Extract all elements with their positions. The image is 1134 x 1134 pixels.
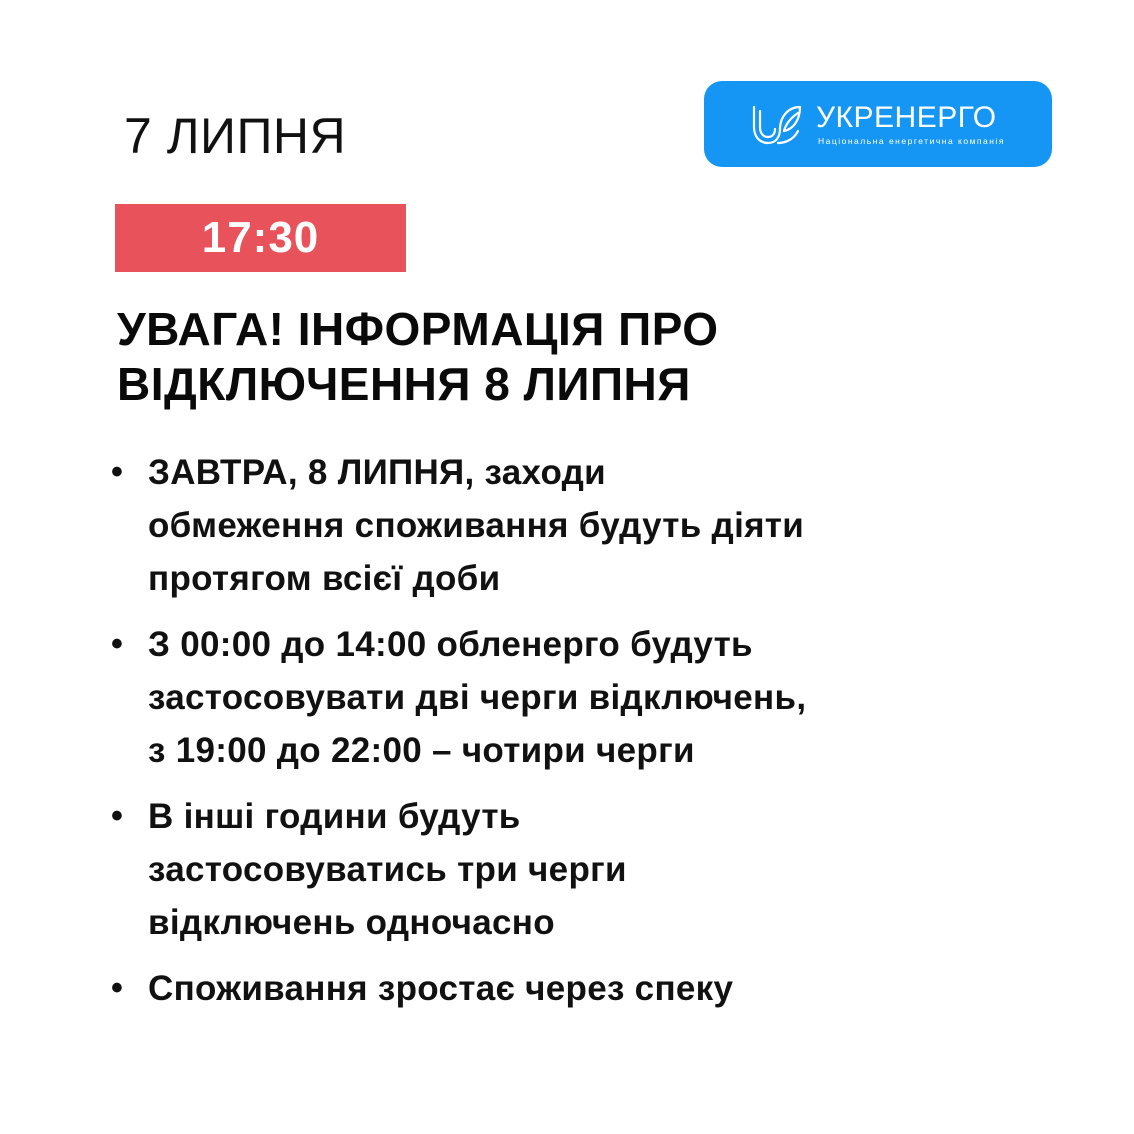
list-item	[105, 446, 1065, 605]
bullet-text-line: обмеження споживання будуть діяти	[148, 506, 805, 545]
bullet-text-line: З 00:00 до 14:00 обленерго будуть	[148, 625, 753, 664]
time-label: 17:30	[201, 213, 320, 262]
ukrenergo-logo	[704, 81, 1052, 167]
bullet-text-line: В інші години будуть	[148, 797, 521, 836]
list-item	[105, 962, 1065, 1015]
headline-line-1: УВАГА! ІНФОРМАЦІЯ ПРО	[117, 303, 719, 355]
headline	[117, 302, 1017, 412]
bullet-marker: •	[111, 797, 123, 835]
bullet-text-line: застосовуватись три черги	[148, 850, 627, 889]
bullet-text-line: з 19:00 до 22:00 – чотири черги	[148, 731, 695, 770]
bullet-marker: •	[111, 453, 123, 491]
bullet-marker: •	[111, 969, 123, 1007]
bullet-text-line: ЗАВТРА, 8 ЛИПНЯ, заходи	[148, 453, 607, 492]
time-badge	[115, 204, 406, 272]
ukrenergo-logo-icon	[748, 101, 806, 147]
bullet-text-line: Споживання зростає через спеку	[148, 969, 734, 1008]
logo-tagline: Національна енергетична компанія	[818, 136, 1005, 146]
headline-line-2: ВІДКЛЮЧЕННЯ 8 ЛИПНЯ	[117, 358, 691, 410]
bullet-list	[105, 446, 1065, 1028]
list-item	[105, 790, 1065, 949]
date-heading: 7 ЛИПНЯ	[124, 108, 347, 164]
bullet-text-line: протягом всієї доби	[148, 559, 501, 598]
logo-name: УКРЕНЕРГО	[816, 101, 997, 134]
bullet-marker: •	[111, 625, 123, 663]
bullet-text-line: застосовувати дві черги відключень,	[148, 678, 807, 717]
list-item	[105, 618, 1065, 777]
bullet-text-line: відключень одночасно	[148, 903, 555, 942]
